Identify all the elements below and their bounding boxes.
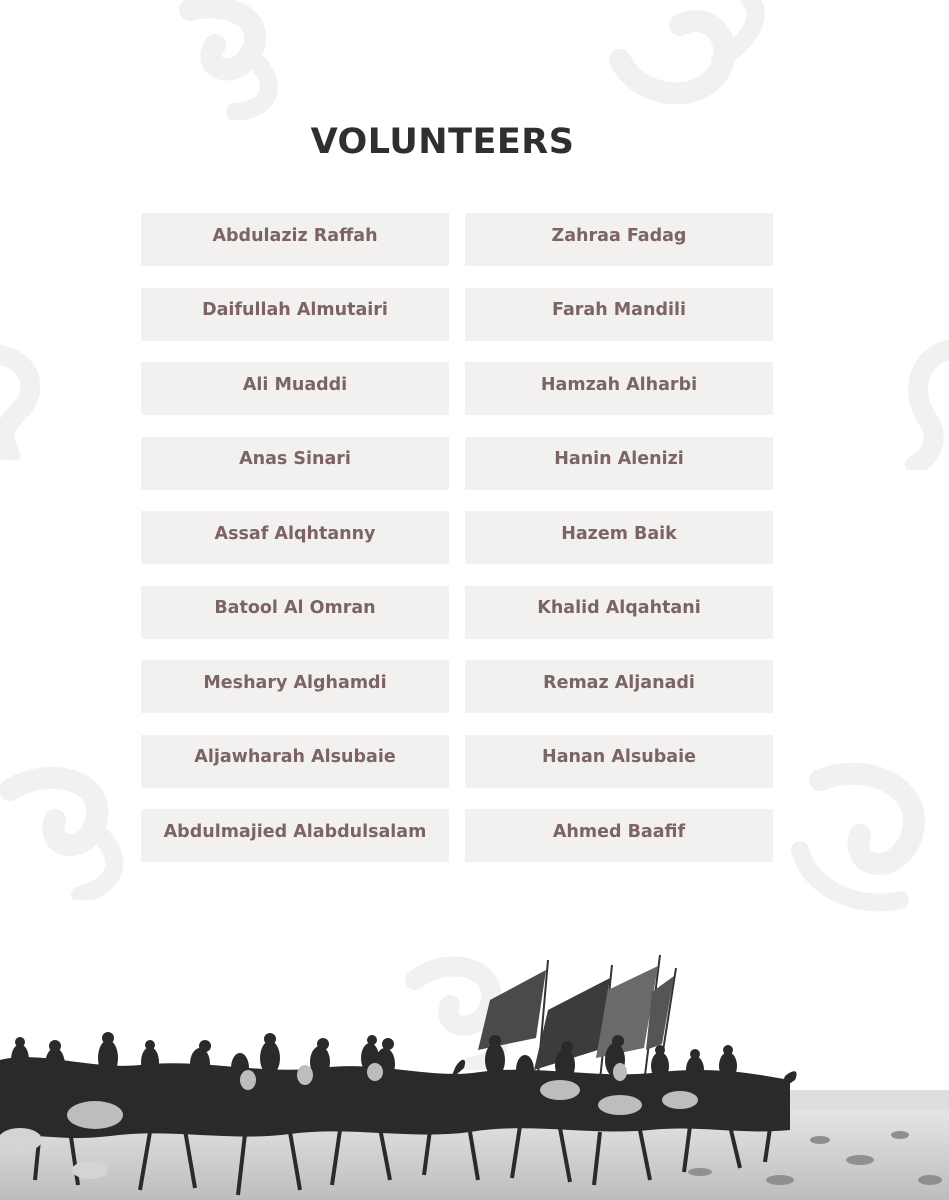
volunteer-name-cell: Hanan Alsubaie <box>465 735 773 788</box>
volunteer-row <box>141 362 773 415</box>
volunteer-row <box>141 511 773 564</box>
volunteer-name-cell: Abdulmajied Alabdulsalam <box>141 809 449 862</box>
volunteer-grid <box>141 213 773 884</box>
volunteer-row <box>141 660 773 713</box>
camel-caravan-photo <box>0 940 949 1200</box>
volunteer-name-cell: Ahmed Baafif <box>465 809 773 862</box>
volunteer-row <box>141 809 773 862</box>
volunteer-name-cell: Remaz Aljanadi <box>465 660 773 713</box>
watermark-swirl-top-left <box>160 0 320 120</box>
volunteer-name-cell: Anas Sinari <box>141 437 449 490</box>
volunteer-name-cell: Abdulaziz Raffah <box>141 213 449 266</box>
watermark-swirl-top-right <box>600 0 780 115</box>
volunteer-name-cell: Hazem Baik <box>465 511 773 564</box>
volunteer-name-cell: Hanin Alenizi <box>465 437 773 490</box>
volunteer-row <box>141 437 773 490</box>
watermark-swirl-left-low <box>0 760 150 900</box>
volunteer-name-cell: Khalid Alqahtani <box>465 586 773 639</box>
volunteer-row <box>141 288 773 341</box>
volunteer-name-cell: Meshary Alghamdi <box>141 660 449 713</box>
volunteer-name-cell: Zahraa Fadag <box>465 213 773 266</box>
volunteer-name-cell: Farah Mandili <box>465 288 773 341</box>
volunteer-row <box>141 586 773 639</box>
volunteer-name-cell: Assaf Alqhtanny <box>141 511 449 564</box>
watermark-swirl-right-mid <box>895 340 949 470</box>
volunteer-row <box>141 735 773 788</box>
volunteer-row <box>141 213 773 266</box>
volunteer-name-cell: Batool Al Omran <box>141 586 449 639</box>
volunteer-name-cell: Hamzah Alharbi <box>465 362 773 415</box>
page-title: VOLUNTEERS <box>310 122 575 162</box>
watermark-swirl-right-low <box>780 760 949 920</box>
watermark-swirl-left-mid <box>0 340 50 460</box>
volunteer-name-cell: Ali Muaddi <box>141 362 449 415</box>
volunteer-name-cell: Daifullah Almutairi <box>141 288 449 341</box>
volunteer-name-cell: Aljawharah Alsubaie <box>141 735 449 788</box>
